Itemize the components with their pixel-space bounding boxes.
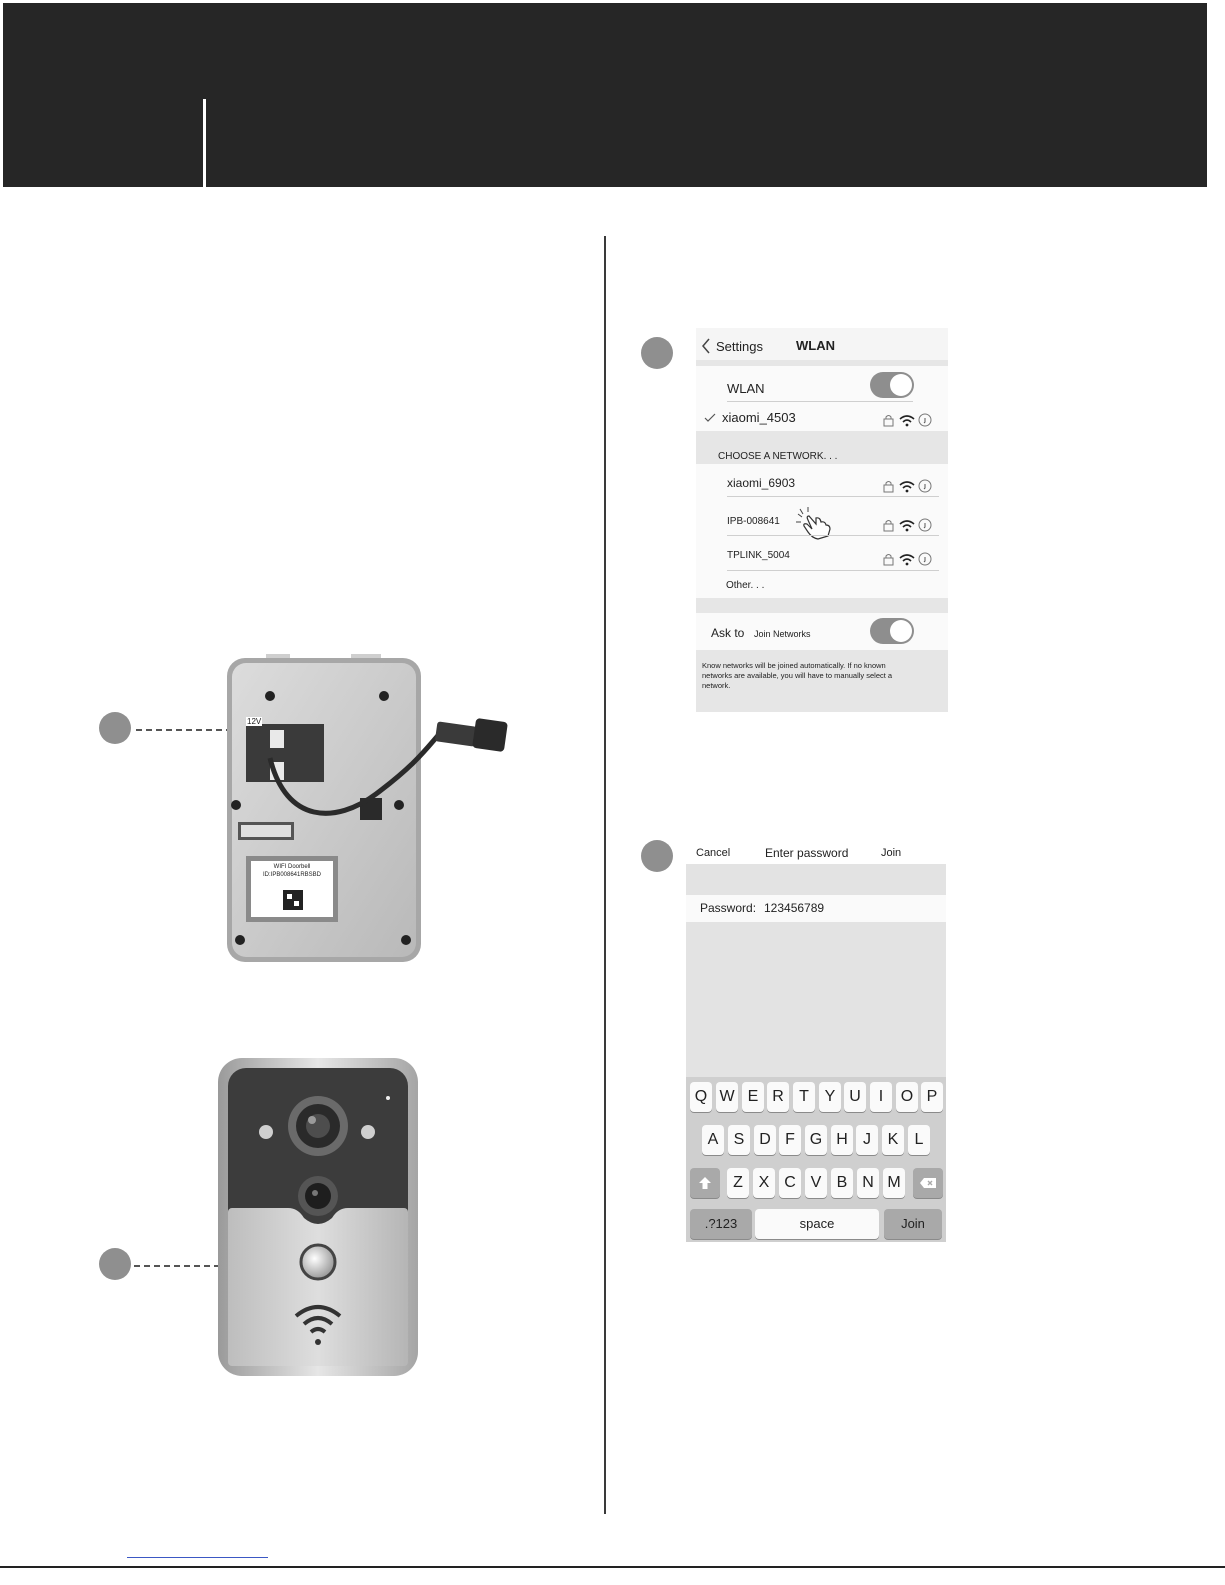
key-c[interactable]: C bbox=[779, 1168, 801, 1198]
password-label: Password: bbox=[700, 901, 757, 915]
cancel-button[interactable]: Cancel bbox=[696, 847, 731, 859]
doorbell-back-illustration bbox=[226, 654, 522, 966]
keyboard-join-key[interactable]: Join bbox=[884, 1209, 942, 1239]
key-u[interactable]: U bbox=[844, 1082, 866, 1112]
shift-arrow-icon bbox=[698, 1176, 712, 1190]
key-f[interactable]: F bbox=[779, 1125, 801, 1155]
key-i[interactable]: I bbox=[870, 1082, 892, 1112]
connected-network-name[interactable]: xiaomi_4503 bbox=[722, 410, 796, 425]
enter-password-screen bbox=[686, 840, 946, 1242]
ask-to-join-toggle[interactable] bbox=[870, 618, 914, 644]
key-y[interactable]: Y bbox=[819, 1082, 841, 1112]
key-g[interactable]: G bbox=[805, 1125, 827, 1155]
backspace-icon bbox=[919, 1177, 937, 1189]
key-x[interactable]: X bbox=[753, 1168, 775, 1198]
connected-network-icons bbox=[882, 413, 938, 427]
network-item-tplink-5004[interactable]: TPLINK_5004 bbox=[727, 550, 790, 561]
ask-to-label: Ask to bbox=[711, 626, 745, 640]
key-q[interactable]: Q bbox=[690, 1082, 712, 1112]
key-p[interactable]: P bbox=[921, 1082, 943, 1112]
step-marker-power bbox=[99, 712, 131, 744]
network-item-xiaomi-6903[interactable]: xiaomi_6903 bbox=[727, 476, 796, 490]
key-s[interactable]: S bbox=[728, 1125, 750, 1155]
device-label-id: ID:IPB008641RBSBD bbox=[262, 872, 322, 878]
footer-note-line3: network. bbox=[702, 681, 731, 690]
back-settings-button[interactable]: Settings bbox=[716, 339, 763, 354]
choose-network-header: CHOOSE A NETWORK. . . bbox=[718, 451, 838, 462]
footer-rule bbox=[0, 1566, 1225, 1568]
key-h[interactable]: H bbox=[831, 1125, 853, 1155]
enter-password-title: Enter password bbox=[765, 846, 849, 860]
key-w[interactable]: W bbox=[716, 1082, 738, 1112]
key-l[interactable]: L bbox=[908, 1125, 930, 1155]
network-icons-1 bbox=[882, 479, 938, 493]
key-v[interactable]: V bbox=[805, 1168, 827, 1198]
key-m[interactable]: M bbox=[883, 1168, 905, 1198]
header-divider bbox=[203, 99, 206, 189]
doorbell-front-illustration bbox=[218, 1058, 418, 1376]
join-networks-label: Join Networks bbox=[754, 629, 811, 639]
chevron-left-icon[interactable] bbox=[701, 338, 711, 354]
network-list bbox=[696, 464, 948, 598]
network-item-ipb-008641[interactable]: IPB-008641 bbox=[727, 516, 780, 527]
wlan-label: WLAN bbox=[727, 381, 765, 396]
key-r[interactable]: R bbox=[767, 1082, 789, 1112]
shift-key[interactable] bbox=[690, 1168, 720, 1198]
ask-to-join-section bbox=[696, 613, 948, 650]
network-icons-3 bbox=[882, 552, 938, 566]
page-header-band bbox=[3, 3, 1207, 187]
key-b[interactable]: B bbox=[831, 1168, 853, 1198]
device-label-name: WIFI Doorbell bbox=[273, 864, 311, 870]
footer-note-line1: Know networks will be joined automatically. If no known bbox=[702, 661, 886, 670]
key-a[interactable]: A bbox=[702, 1125, 724, 1155]
step-marker-password bbox=[641, 840, 673, 872]
column-divider bbox=[604, 236, 606, 1514]
password-navbar bbox=[686, 840, 946, 864]
key-t[interactable]: T bbox=[793, 1082, 815, 1112]
onscreen-keyboard bbox=[686, 1077, 946, 1242]
password-field[interactable] bbox=[686, 895, 946, 922]
footer-note-line2: networks are available, you will have to manually select a bbox=[702, 671, 893, 680]
wlan-settings-screen bbox=[696, 328, 948, 712]
network-item-other[interactable]: Other. . . bbox=[726, 580, 765, 591]
key-e[interactable]: E bbox=[742, 1082, 764, 1112]
key-n[interactable]: N bbox=[857, 1168, 879, 1198]
password-value: 123456789 bbox=[764, 901, 825, 915]
numbers-key[interactable]: .?123 bbox=[690, 1209, 752, 1239]
checkmark-icon bbox=[704, 413, 716, 423]
wlan-toggle[interactable] bbox=[870, 372, 914, 398]
step-marker-button bbox=[99, 1248, 131, 1280]
space-key[interactable]: space bbox=[755, 1209, 879, 1239]
step-marker-wlan bbox=[641, 337, 673, 369]
wlan-title: WLAN bbox=[796, 338, 835, 353]
key-j[interactable]: J bbox=[856, 1125, 878, 1155]
join-button[interactable]: Join bbox=[881, 847, 902, 859]
key-k[interactable]: K bbox=[882, 1125, 904, 1155]
backspace-key[interactable] bbox=[913, 1168, 943, 1198]
network-icons-2 bbox=[882, 518, 938, 532]
key-d[interactable]: D bbox=[754, 1125, 776, 1155]
voltage-label: 12V bbox=[247, 717, 262, 726]
key-o[interactable]: O bbox=[896, 1082, 918, 1112]
wlan-navbar bbox=[696, 328, 948, 360]
key-z[interactable]: Z bbox=[727, 1168, 749, 1198]
footer-link-underline[interactable] bbox=[127, 1557, 268, 1558]
wlan-toggle-section bbox=[696, 366, 948, 431]
